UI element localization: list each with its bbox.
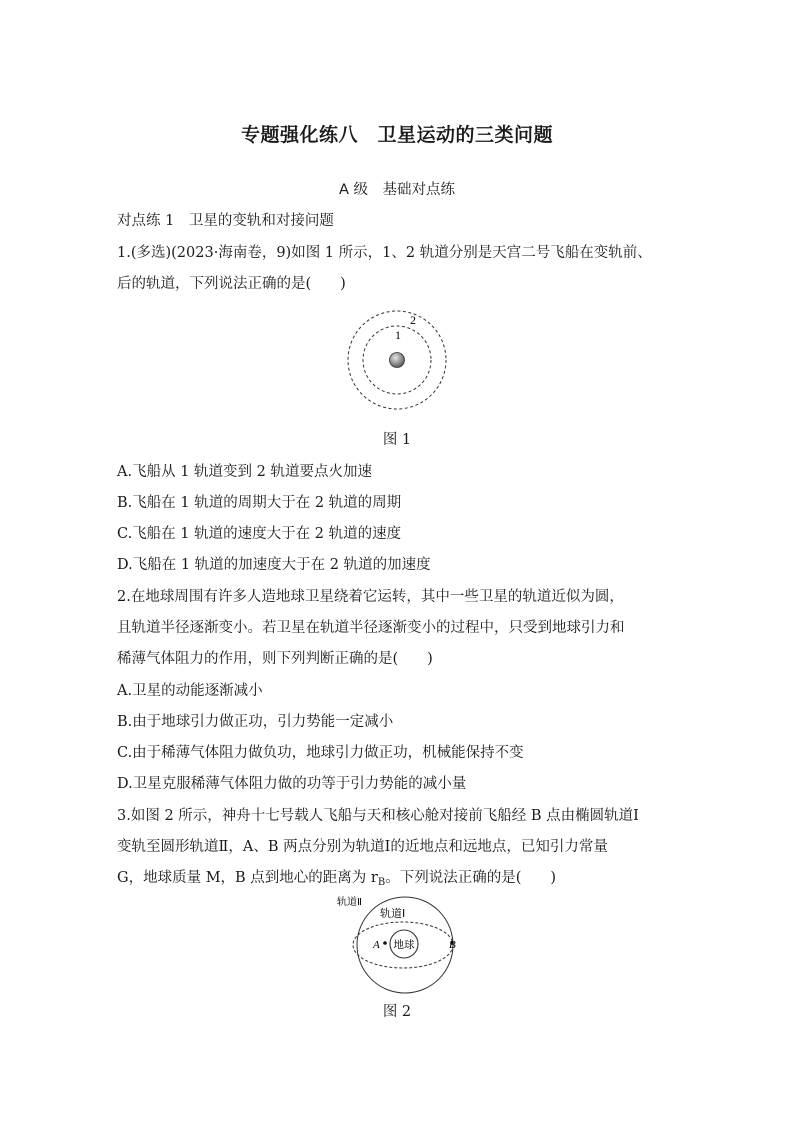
orbit-2-label: 2 — [410, 313, 416, 327]
figure-2-orbits — [333, 893, 463, 995]
q2-option-c: C.由于稀薄气体阻力做负功，地球引力做正功，机械能保持不变 — [117, 745, 524, 761]
planet — [390, 353, 405, 368]
q1-option-c: C.飞船在 1 轨道的速度大于在 2 轨道的速度 — [117, 526, 402, 542]
page-title: 专题强化练八 卫星运动的三类问题 — [240, 124, 553, 146]
earth-label: 地球 — [393, 939, 415, 951]
q3-stem-line1: 3.如图 2 所示，神舟十七号载人飞船与天和核心舱对接前飞船经 B 点由椭圆轨道Ⅰ — [117, 808, 639, 824]
q3-stem-line3-part1: G，地球质量 M，B 点到地心的距离为 r — [117, 870, 378, 886]
q1-stem-line2: 后的轨道，下列说法正确的是( ) — [117, 276, 346, 292]
figure-2-caption: 图 2 — [382, 1004, 412, 1020]
q2-stem-line3: 稀薄气体阻力的作用，则下列判断正确的是( ) — [117, 651, 433, 667]
point-a-label: A — [373, 939, 380, 951]
q1-option-b: B.飞船在 1 轨道的周期大于在 2 轨道的周期 — [117, 495, 402, 511]
level-heading: A 级 基础对点练 — [338, 182, 456, 198]
q2-option-a: A.卫星的动能逐渐减小 — [117, 683, 263, 699]
figure-1-orbits — [340, 303, 455, 418]
point-b-label: B — [449, 939, 456, 951]
q2-option-d: D.卫星克服稀薄气体阻力做的功等于引力势能的减小量 — [117, 776, 467, 792]
orbit-2-label: 轨道Ⅱ — [337, 897, 362, 908]
section-heading: 对点练 1 卫星的变轨和对接问题 — [117, 213, 334, 229]
q3-stem-line2: 变轨至圆形轨道Ⅱ，A、B 两点分别为轨道Ⅰ的近地点和远地点，已知引力常量 — [117, 839, 608, 855]
q3-stem-line3 — [117, 866, 556, 888]
q1-option-a: A.飞船从 1 轨道变到 2 轨道要点火加速 — [117, 464, 372, 480]
q3-subscript-b: B — [377, 877, 386, 888]
orbit-1-label: 轨道Ⅰ — [380, 907, 406, 920]
q1-stem-line1: 1.(多选)(2023·海南卷，9)如图 1 所示，1、2 轨道分别是天宫二号飞船在变轨前、 — [117, 245, 652, 261]
q2-stem-line1: 2.在地球周围有许多人造地球卫星绕着它运转，其中一些卫星的轨道近似为圆， — [117, 589, 624, 605]
orbit-1-label: 1 — [395, 328, 401, 342]
q3-stem-line3-part2: 。下列说法正确的是( ) — [385, 870, 557, 886]
point-a — [383, 941, 387, 945]
figure-1-caption: 图 1 — [382, 432, 412, 448]
q1-option-d: D.飞船在 1 轨道的加速度大于在 2 轨道的加速度 — [117, 557, 431, 573]
q2-stem-line2: 且轨道半径逐渐变小。若卫星在轨道半径逐渐变小的过程中，只受到地球引力和 — [117, 620, 625, 636]
q2-option-b: B.由于地球引力做正功，引力势能一定减小 — [117, 714, 394, 730]
